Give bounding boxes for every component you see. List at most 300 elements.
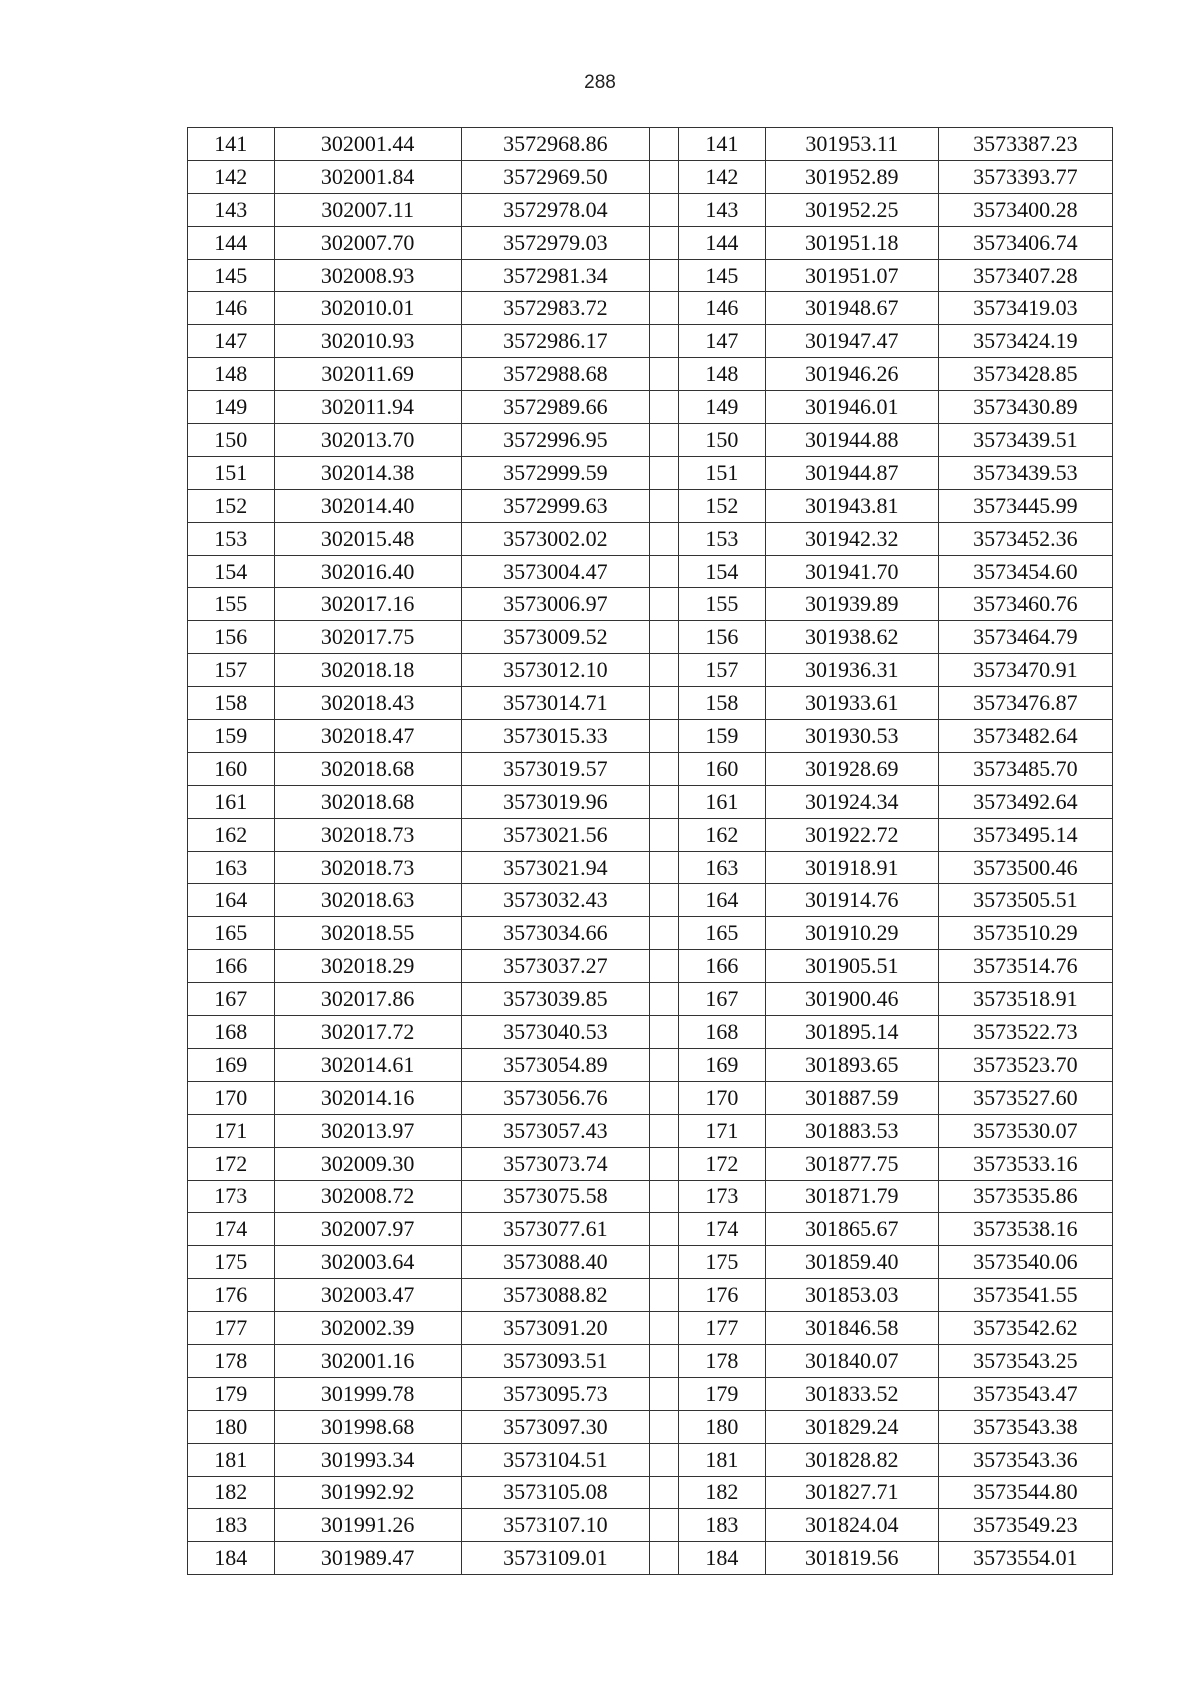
right-y-coordinate-cell: 3573533.16 xyxy=(938,1147,1112,1180)
right-y-coordinate-cell: 3573500.46 xyxy=(938,851,1112,884)
left-y-coordinate-cell: 3573021.56 xyxy=(461,818,649,851)
left-point-number-cell: 175 xyxy=(188,1246,275,1279)
right-x-coordinate-cell: 301939.89 xyxy=(765,588,938,621)
right-x-coordinate-cell: 301824.04 xyxy=(765,1509,938,1542)
right-x-coordinate-cell: 301840.07 xyxy=(765,1344,938,1377)
separator-cell xyxy=(649,950,678,983)
left-point-number-cell: 180 xyxy=(188,1410,275,1443)
table-row xyxy=(188,884,1113,917)
separator-cell xyxy=(649,1377,678,1410)
left-point-number-cell: 164 xyxy=(188,884,275,917)
right-x-coordinate-cell: 301933.61 xyxy=(765,687,938,720)
right-point-number-cell: 155 xyxy=(679,588,766,621)
left-y-coordinate-cell: 3573095.73 xyxy=(461,1377,649,1410)
separator-cell xyxy=(649,1016,678,1049)
right-point-number-cell: 172 xyxy=(679,1147,766,1180)
separator-cell xyxy=(649,720,678,753)
right-point-number-cell: 144 xyxy=(679,226,766,259)
left-y-coordinate-cell: 3573088.82 xyxy=(461,1279,649,1312)
right-point-number-cell: 169 xyxy=(679,1048,766,1081)
coordinates-table xyxy=(187,127,1113,1575)
left-y-coordinate-cell: 3573021.94 xyxy=(461,851,649,884)
separator-cell xyxy=(649,851,678,884)
separator-cell xyxy=(649,456,678,489)
left-y-coordinate-cell: 3573054.89 xyxy=(461,1048,649,1081)
right-x-coordinate-cell: 301829.24 xyxy=(765,1410,938,1443)
separator-cell xyxy=(649,983,678,1016)
left-y-coordinate-cell: 3572969.50 xyxy=(461,160,649,193)
table-row xyxy=(188,1081,1113,1114)
left-x-coordinate-cell: 302011.94 xyxy=(274,391,461,424)
right-x-coordinate-cell: 301952.89 xyxy=(765,160,938,193)
right-y-coordinate-cell: 3573407.28 xyxy=(938,259,1112,292)
right-x-coordinate-cell: 301887.59 xyxy=(765,1081,938,1114)
left-point-number-cell: 157 xyxy=(188,654,275,687)
right-x-coordinate-cell: 301819.56 xyxy=(765,1542,938,1575)
left-point-number-cell: 151 xyxy=(188,456,275,489)
right-point-number-cell: 159 xyxy=(679,720,766,753)
left-y-coordinate-cell: 3572996.95 xyxy=(461,424,649,457)
left-point-number-cell: 177 xyxy=(188,1312,275,1345)
left-x-coordinate-cell: 302007.97 xyxy=(274,1213,461,1246)
right-y-coordinate-cell: 3573541.55 xyxy=(938,1279,1112,1312)
right-point-number-cell: 162 xyxy=(679,818,766,851)
right-x-coordinate-cell: 301946.01 xyxy=(765,391,938,424)
right-y-coordinate-cell: 3573544.80 xyxy=(938,1476,1112,1509)
table-row xyxy=(188,752,1113,785)
left-x-coordinate-cell: 302017.16 xyxy=(274,588,461,621)
right-x-coordinate-cell: 301951.18 xyxy=(765,226,938,259)
table-row xyxy=(188,1279,1113,1312)
left-x-coordinate-cell: 302018.18 xyxy=(274,654,461,687)
separator-cell xyxy=(649,128,678,161)
left-point-number-cell: 181 xyxy=(188,1443,275,1476)
left-y-coordinate-cell: 3573002.02 xyxy=(461,522,649,555)
right-x-coordinate-cell: 301827.71 xyxy=(765,1476,938,1509)
table-row xyxy=(188,983,1113,1016)
left-x-coordinate-cell: 302018.29 xyxy=(274,950,461,983)
right-x-coordinate-cell: 301900.46 xyxy=(765,983,938,1016)
left-point-number-cell: 152 xyxy=(188,489,275,522)
table-row xyxy=(188,1213,1113,1246)
left-point-number-cell: 149 xyxy=(188,391,275,424)
left-point-number-cell: 163 xyxy=(188,851,275,884)
table-row xyxy=(188,1312,1113,1345)
left-y-coordinate-cell: 3573004.47 xyxy=(461,555,649,588)
left-point-number-cell: 161 xyxy=(188,785,275,818)
left-x-coordinate-cell: 302011.69 xyxy=(274,358,461,391)
right-x-coordinate-cell: 301905.51 xyxy=(765,950,938,983)
right-x-coordinate-cell: 301941.70 xyxy=(765,555,938,588)
left-point-number-cell: 146 xyxy=(188,292,275,325)
left-x-coordinate-cell: 302013.97 xyxy=(274,1114,461,1147)
right-y-coordinate-cell: 3573530.07 xyxy=(938,1114,1112,1147)
right-x-coordinate-cell: 301853.03 xyxy=(765,1279,938,1312)
table-row xyxy=(188,621,1113,654)
separator-cell xyxy=(649,621,678,654)
right-y-coordinate-cell: 3573514.76 xyxy=(938,950,1112,983)
right-y-coordinate-cell: 3573522.73 xyxy=(938,1016,1112,1049)
right-point-number-cell: 182 xyxy=(679,1476,766,1509)
right-y-coordinate-cell: 3573518.91 xyxy=(938,983,1112,1016)
left-y-coordinate-cell: 3572989.66 xyxy=(461,391,649,424)
right-point-number-cell: 165 xyxy=(679,917,766,950)
left-y-coordinate-cell: 3573088.40 xyxy=(461,1246,649,1279)
table-row xyxy=(188,456,1113,489)
left-y-coordinate-cell: 3573107.10 xyxy=(461,1509,649,1542)
right-point-number-cell: 173 xyxy=(679,1180,766,1213)
left-y-coordinate-cell: 3572968.86 xyxy=(461,128,649,161)
separator-cell xyxy=(649,752,678,785)
left-point-number-cell: 173 xyxy=(188,1180,275,1213)
left-point-number-cell: 183 xyxy=(188,1509,275,1542)
right-y-coordinate-cell: 3573505.51 xyxy=(938,884,1112,917)
table-row xyxy=(188,1147,1113,1180)
right-point-number-cell: 148 xyxy=(679,358,766,391)
table-row xyxy=(188,358,1113,391)
right-x-coordinate-cell: 301865.67 xyxy=(765,1213,938,1246)
left-point-number-cell: 167 xyxy=(188,983,275,1016)
left-x-coordinate-cell: 302014.38 xyxy=(274,456,461,489)
right-point-number-cell: 150 xyxy=(679,424,766,457)
left-point-number-cell: 153 xyxy=(188,522,275,555)
left-point-number-cell: 142 xyxy=(188,160,275,193)
left-y-coordinate-cell: 3573019.57 xyxy=(461,752,649,785)
left-x-coordinate-cell: 302008.93 xyxy=(274,259,461,292)
left-x-coordinate-cell: 302010.01 xyxy=(274,292,461,325)
right-y-coordinate-cell: 3573543.47 xyxy=(938,1377,1112,1410)
right-point-number-cell: 160 xyxy=(679,752,766,785)
left-y-coordinate-cell: 3573093.51 xyxy=(461,1344,649,1377)
right-point-number-cell: 184 xyxy=(679,1542,766,1575)
left-point-number-cell: 156 xyxy=(188,621,275,654)
table-row xyxy=(188,720,1113,753)
left-y-coordinate-cell: 3573009.52 xyxy=(461,621,649,654)
left-x-coordinate-cell: 302013.70 xyxy=(274,424,461,457)
left-x-coordinate-cell: 302018.63 xyxy=(274,884,461,917)
left-y-coordinate-cell: 3572978.04 xyxy=(461,193,649,226)
separator-cell xyxy=(649,358,678,391)
left-point-number-cell: 179 xyxy=(188,1377,275,1410)
left-y-coordinate-cell: 3573006.97 xyxy=(461,588,649,621)
table-row xyxy=(188,1180,1113,1213)
table-row xyxy=(188,128,1113,161)
table-row xyxy=(188,489,1113,522)
left-y-coordinate-cell: 3573091.20 xyxy=(461,1312,649,1345)
left-y-coordinate-cell: 3573104.51 xyxy=(461,1443,649,1476)
right-y-coordinate-cell: 3573485.70 xyxy=(938,752,1112,785)
left-x-coordinate-cell: 302003.64 xyxy=(274,1246,461,1279)
separator-cell xyxy=(649,818,678,851)
right-x-coordinate-cell: 301859.40 xyxy=(765,1246,938,1279)
right-y-coordinate-cell: 3573495.14 xyxy=(938,818,1112,851)
right-point-number-cell: 177 xyxy=(679,1312,766,1345)
right-point-number-cell: 152 xyxy=(679,489,766,522)
separator-cell xyxy=(649,785,678,818)
left-x-coordinate-cell: 302018.68 xyxy=(274,785,461,818)
right-x-coordinate-cell: 301936.31 xyxy=(765,654,938,687)
right-point-number-cell: 180 xyxy=(679,1410,766,1443)
left-point-number-cell: 158 xyxy=(188,687,275,720)
table-row xyxy=(188,1114,1113,1147)
table-row xyxy=(188,1542,1113,1575)
separator-cell xyxy=(649,489,678,522)
left-point-number-cell: 154 xyxy=(188,555,275,588)
right-x-coordinate-cell: 301877.75 xyxy=(765,1147,938,1180)
left-y-coordinate-cell: 3573109.01 xyxy=(461,1542,649,1575)
right-x-coordinate-cell: 301943.81 xyxy=(765,489,938,522)
table-row xyxy=(188,160,1113,193)
right-x-coordinate-cell: 301953.11 xyxy=(765,128,938,161)
left-y-coordinate-cell: 3573014.71 xyxy=(461,687,649,720)
right-y-coordinate-cell: 3573445.99 xyxy=(938,489,1112,522)
right-y-coordinate-cell: 3573538.16 xyxy=(938,1213,1112,1246)
right-point-number-cell: 151 xyxy=(679,456,766,489)
separator-cell xyxy=(649,1279,678,1312)
right-point-number-cell: 170 xyxy=(679,1081,766,1114)
right-x-coordinate-cell: 301846.58 xyxy=(765,1312,938,1345)
table-row xyxy=(188,785,1113,818)
right-y-coordinate-cell: 3573464.79 xyxy=(938,621,1112,654)
right-x-coordinate-cell: 301952.25 xyxy=(765,193,938,226)
left-point-number-cell: 148 xyxy=(188,358,275,391)
left-y-coordinate-cell: 3572988.68 xyxy=(461,358,649,391)
left-point-number-cell: 170 xyxy=(188,1081,275,1114)
left-point-number-cell: 144 xyxy=(188,226,275,259)
right-x-coordinate-cell: 301944.87 xyxy=(765,456,938,489)
left-x-coordinate-cell: 301992.92 xyxy=(274,1476,461,1509)
separator-cell xyxy=(649,1180,678,1213)
right-y-coordinate-cell: 3573428.85 xyxy=(938,358,1112,391)
left-y-coordinate-cell: 3573057.43 xyxy=(461,1114,649,1147)
separator-cell xyxy=(649,1246,678,1279)
right-y-coordinate-cell: 3573543.25 xyxy=(938,1344,1112,1377)
table-row xyxy=(188,1246,1113,1279)
separator-cell xyxy=(649,424,678,457)
right-point-number-cell: 145 xyxy=(679,259,766,292)
separator-cell xyxy=(649,1048,678,1081)
right-x-coordinate-cell: 301938.62 xyxy=(765,621,938,654)
separator-cell xyxy=(649,917,678,950)
right-point-number-cell: 183 xyxy=(679,1509,766,1542)
table-row xyxy=(188,1509,1113,1542)
table-row xyxy=(188,1377,1113,1410)
right-point-number-cell: 163 xyxy=(679,851,766,884)
right-x-coordinate-cell: 301947.47 xyxy=(765,325,938,358)
right-point-number-cell: 147 xyxy=(679,325,766,358)
right-y-coordinate-cell: 3573543.38 xyxy=(938,1410,1112,1443)
right-x-coordinate-cell: 301924.34 xyxy=(765,785,938,818)
left-x-coordinate-cell: 302014.16 xyxy=(274,1081,461,1114)
left-point-number-cell: 160 xyxy=(188,752,275,785)
table-row xyxy=(188,424,1113,457)
right-y-coordinate-cell: 3573510.29 xyxy=(938,917,1112,950)
right-point-number-cell: 154 xyxy=(679,555,766,588)
left-point-number-cell: 147 xyxy=(188,325,275,358)
right-y-coordinate-cell: 3573535.86 xyxy=(938,1180,1112,1213)
right-x-coordinate-cell: 301946.26 xyxy=(765,358,938,391)
table-row xyxy=(188,1048,1113,1081)
left-y-coordinate-cell: 3573077.61 xyxy=(461,1213,649,1246)
right-x-coordinate-cell: 301833.52 xyxy=(765,1377,938,1410)
right-y-coordinate-cell: 3573554.01 xyxy=(938,1542,1112,1575)
table-row xyxy=(188,391,1113,424)
separator-cell xyxy=(649,1542,678,1575)
left-y-coordinate-cell: 3573039.85 xyxy=(461,983,649,1016)
right-point-number-cell: 153 xyxy=(679,522,766,555)
left-y-coordinate-cell: 3572999.63 xyxy=(461,489,649,522)
left-y-coordinate-cell: 3572979.03 xyxy=(461,226,649,259)
table-row xyxy=(188,226,1113,259)
left-y-coordinate-cell: 3573040.53 xyxy=(461,1016,649,1049)
table-row xyxy=(188,1410,1113,1443)
right-point-number-cell: 179 xyxy=(679,1377,766,1410)
left-x-coordinate-cell: 302016.40 xyxy=(274,555,461,588)
right-point-number-cell: 164 xyxy=(679,884,766,917)
left-point-number-cell: 168 xyxy=(188,1016,275,1049)
left-point-number-cell: 182 xyxy=(188,1476,275,1509)
separator-cell xyxy=(649,226,678,259)
left-x-coordinate-cell: 301989.47 xyxy=(274,1542,461,1575)
right-y-coordinate-cell: 3573492.64 xyxy=(938,785,1112,818)
left-y-coordinate-cell: 3573105.08 xyxy=(461,1476,649,1509)
separator-cell xyxy=(649,654,678,687)
table-row xyxy=(188,325,1113,358)
table-body xyxy=(188,128,1113,1575)
left-point-number-cell: 155 xyxy=(188,588,275,621)
right-x-coordinate-cell: 301914.76 xyxy=(765,884,938,917)
right-x-coordinate-cell: 301922.72 xyxy=(765,818,938,851)
table-row xyxy=(188,292,1113,325)
left-y-coordinate-cell: 3572983.72 xyxy=(461,292,649,325)
right-x-coordinate-cell: 301910.29 xyxy=(765,917,938,950)
right-y-coordinate-cell: 3573476.87 xyxy=(938,687,1112,720)
left-y-coordinate-cell: 3573015.33 xyxy=(461,720,649,753)
right-y-coordinate-cell: 3573549.23 xyxy=(938,1509,1112,1542)
right-point-number-cell: 157 xyxy=(679,654,766,687)
left-y-coordinate-cell: 3573034.66 xyxy=(461,917,649,950)
right-point-number-cell: 158 xyxy=(679,687,766,720)
left-y-coordinate-cell: 3572999.59 xyxy=(461,456,649,489)
left-point-number-cell: 176 xyxy=(188,1279,275,1312)
left-y-coordinate-cell: 3573019.96 xyxy=(461,785,649,818)
table-row xyxy=(188,1443,1113,1476)
left-point-number-cell: 178 xyxy=(188,1344,275,1377)
left-x-coordinate-cell: 302018.55 xyxy=(274,917,461,950)
left-x-coordinate-cell: 302008.72 xyxy=(274,1180,461,1213)
table-row xyxy=(188,851,1113,884)
left-point-number-cell: 143 xyxy=(188,193,275,226)
right-x-coordinate-cell: 301930.53 xyxy=(765,720,938,753)
right-point-number-cell: 149 xyxy=(679,391,766,424)
left-y-coordinate-cell: 3573012.10 xyxy=(461,654,649,687)
table-row xyxy=(188,654,1113,687)
left-x-coordinate-cell: 302018.68 xyxy=(274,752,461,785)
right-point-number-cell: 175 xyxy=(679,1246,766,1279)
left-point-number-cell: 166 xyxy=(188,950,275,983)
left-x-coordinate-cell: 301991.26 xyxy=(274,1509,461,1542)
separator-cell xyxy=(649,588,678,621)
right-y-coordinate-cell: 3573523.70 xyxy=(938,1048,1112,1081)
left-point-number-cell: 165 xyxy=(188,917,275,950)
table-row xyxy=(188,193,1113,226)
right-y-coordinate-cell: 3573454.60 xyxy=(938,555,1112,588)
separator-cell xyxy=(649,1312,678,1345)
right-x-coordinate-cell: 301893.65 xyxy=(765,1048,938,1081)
right-y-coordinate-cell: 3573439.51 xyxy=(938,424,1112,457)
right-point-number-cell: 161 xyxy=(679,785,766,818)
separator-cell xyxy=(649,1443,678,1476)
right-x-coordinate-cell: 301883.53 xyxy=(765,1114,938,1147)
left-x-coordinate-cell: 301998.68 xyxy=(274,1410,461,1443)
right-point-number-cell: 166 xyxy=(679,950,766,983)
left-x-coordinate-cell: 302018.73 xyxy=(274,818,461,851)
right-x-coordinate-cell: 301928.69 xyxy=(765,752,938,785)
left-point-number-cell: 141 xyxy=(188,128,275,161)
left-y-coordinate-cell: 3573097.30 xyxy=(461,1410,649,1443)
page-number: 288 xyxy=(584,72,616,93)
right-y-coordinate-cell: 3573540.06 xyxy=(938,1246,1112,1279)
separator-cell xyxy=(649,1081,678,1114)
separator-cell xyxy=(649,325,678,358)
right-y-coordinate-cell: 3573424.19 xyxy=(938,325,1112,358)
right-y-coordinate-cell: 3573439.53 xyxy=(938,456,1112,489)
table-row xyxy=(188,555,1113,588)
table-row xyxy=(188,917,1113,950)
left-x-coordinate-cell: 302014.61 xyxy=(274,1048,461,1081)
right-x-coordinate-cell: 301895.14 xyxy=(765,1016,938,1049)
separator-cell xyxy=(649,1476,678,1509)
left-x-coordinate-cell: 302009.30 xyxy=(274,1147,461,1180)
right-y-coordinate-cell: 3573393.77 xyxy=(938,160,1112,193)
right-y-coordinate-cell: 3573460.76 xyxy=(938,588,1112,621)
table-row xyxy=(188,687,1113,720)
right-point-number-cell: 174 xyxy=(679,1213,766,1246)
left-x-coordinate-cell: 302017.75 xyxy=(274,621,461,654)
left-y-coordinate-cell: 3573037.27 xyxy=(461,950,649,983)
left-x-coordinate-cell: 302018.43 xyxy=(274,687,461,720)
left-x-coordinate-cell: 302018.73 xyxy=(274,851,461,884)
left-point-number-cell: 169 xyxy=(188,1048,275,1081)
left-point-number-cell: 174 xyxy=(188,1213,275,1246)
left-x-coordinate-cell: 302002.39 xyxy=(274,1312,461,1345)
right-point-number-cell: 146 xyxy=(679,292,766,325)
left-point-number-cell: 145 xyxy=(188,259,275,292)
table-row xyxy=(188,818,1113,851)
separator-cell xyxy=(649,391,678,424)
left-x-coordinate-cell: 302018.47 xyxy=(274,720,461,753)
separator-cell xyxy=(649,687,678,720)
left-y-coordinate-cell: 3572986.17 xyxy=(461,325,649,358)
right-y-coordinate-cell: 3573482.64 xyxy=(938,720,1112,753)
separator-cell xyxy=(649,884,678,917)
left-y-coordinate-cell: 3572981.34 xyxy=(461,259,649,292)
left-y-coordinate-cell: 3573075.58 xyxy=(461,1180,649,1213)
left-point-number-cell: 162 xyxy=(188,818,275,851)
left-y-coordinate-cell: 3573056.76 xyxy=(461,1081,649,1114)
left-x-coordinate-cell: 302010.93 xyxy=(274,325,461,358)
right-point-number-cell: 167 xyxy=(679,983,766,1016)
left-x-coordinate-cell: 302007.70 xyxy=(274,226,461,259)
table-row xyxy=(188,950,1113,983)
right-y-coordinate-cell: 3573400.28 xyxy=(938,193,1112,226)
separator-cell xyxy=(649,1344,678,1377)
table-row xyxy=(188,1016,1113,1049)
right-y-coordinate-cell: 3573387.23 xyxy=(938,128,1112,161)
separator-cell xyxy=(649,522,678,555)
right-x-coordinate-cell: 301828.82 xyxy=(765,1443,938,1476)
right-y-coordinate-cell: 3573543.36 xyxy=(938,1443,1112,1476)
